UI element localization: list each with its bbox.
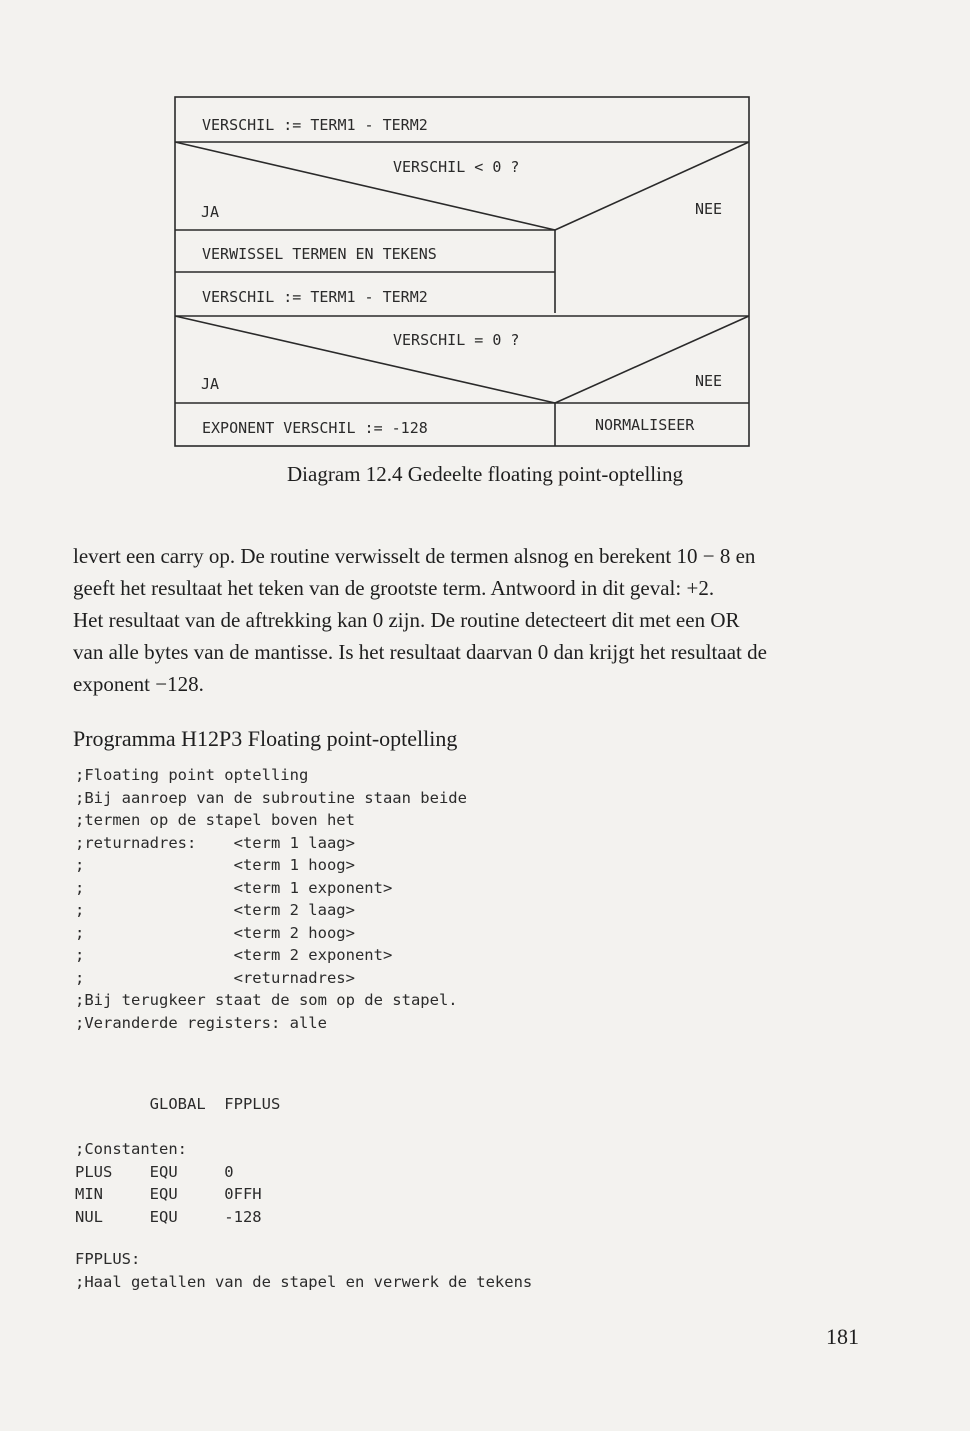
diagram-condition-equals-zero: VERSCHIL = 0 ? [393,331,520,349]
diagram-row-subtract-2: VERSCHIL := TERM1 - TERM2 [202,288,428,306]
code-constants-block: ;Constanten: PLUS EQU 0 MIN EQU 0FFH NUL EQU -128 [75,1140,262,1226]
diagram-condition-less-than-zero: VERSCHIL < 0 ? [393,158,520,176]
paragraph-line: exponent −128. [73,672,204,696]
paragraph-line: levert een carry op. De routine verwisselt de termen alsnog en berekent 10 − 8 en [73,544,756,568]
paragraph-line: van alle bytes van de mantisse. Is het resultaat daarvan 0 dan krijgt het resultaat de [73,640,767,664]
diagram-row-normalise: NORMALISEER [595,416,695,434]
diagram-yes-label-1: JA [201,203,220,221]
diagram-row-subtract-1: VERSCHIL := TERM1 - TERM2 [202,116,428,134]
program-title: Programma H12P3 Floating point-optelling [73,726,458,751]
code-global-directive: GLOBAL FPPLUS [75,1095,281,1113]
nassi-shneiderman-diagram [0,0,970,460]
page-number: 181 [826,1324,859,1349]
diagram-row-swap-terms: VERWISSEL TERMEN EN TEKENS [202,245,437,263]
diagram-no-label-2: NEE [695,372,723,390]
diagram-row-exponent: EXPONENT VERSCHIL := -128 [202,419,428,437]
code-fpplus-block: FPPLUS: ;Haal getallen van de stapel en verwerk de tekens [75,1250,533,1291]
diagram-caption: Diagram 12.4 Gedeelte floating point-optelling [287,462,683,486]
paragraph-line: geeft het resultaat het teken van de grootste term. Antwoord in dit geval: +2. [73,576,715,600]
code-comment-block: ;Floating point optelling ;Bij aanroep van de subroutine staan beide ;termen op de stapel boven het ;returnadres: <term 1 laag> ; <term 1 hoog> ; <term 1 exponent> ; <term 2 laag> ; <term 2 hoog> ; <term 2 exponent> ; <returnadres> ;Bij terugkeer staat de som op de stapel. ;Veranderde registers: alle [75,766,467,1032]
diagram-yes-label-2: JA [201,375,220,393]
diagram-no-label-1: NEE [695,200,723,218]
body-paragraph [73,540,873,700]
paragraph-line: Het resultaat van de aftrekking kan 0 zijn. De routine detecteert dit met een OR [73,608,740,632]
